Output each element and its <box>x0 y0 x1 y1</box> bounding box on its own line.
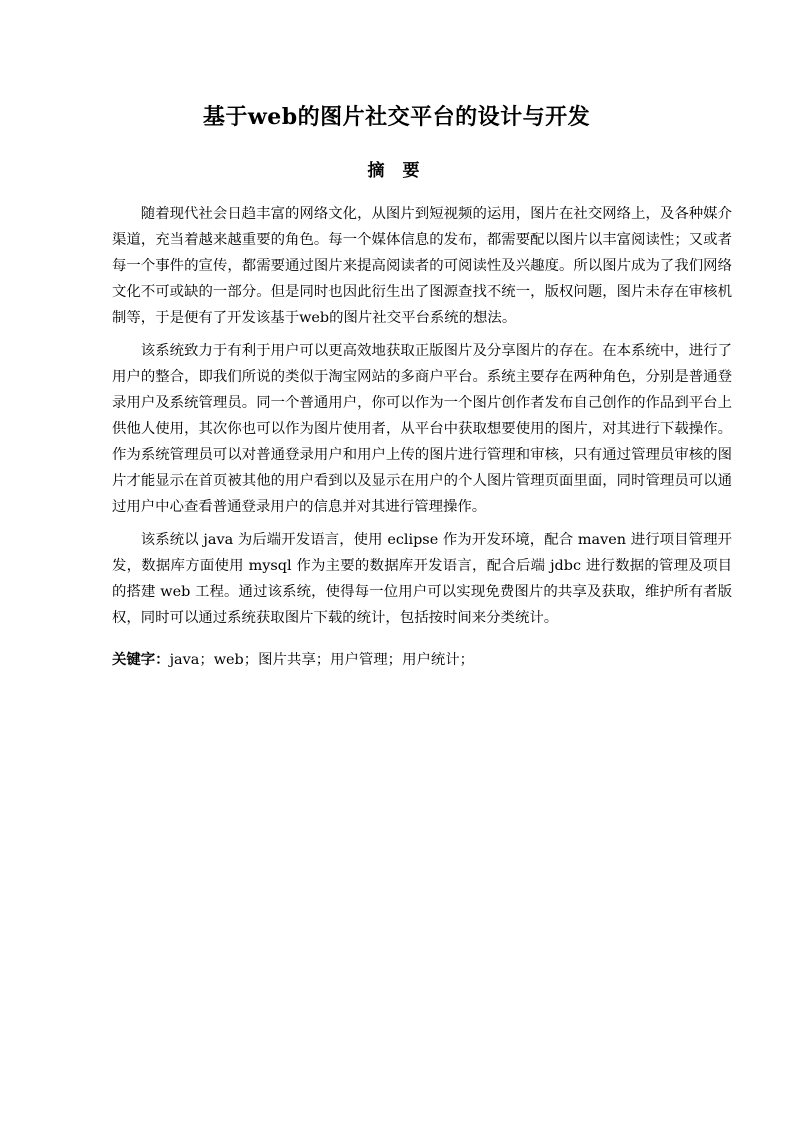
abstract-paragraph-2: 该系统致力于有利于用户可以更高效地获取正版图片及分享图片的存在。在本系统中，进行了用户的整合，即我们所说的类似于淘宝网站的多商户平台。系统主要存在两种角色，分别是普通登录用户及系统管理员。同一个普通用户，你可以作为一个图片创作者发布自己创作的作品到平台上供他人使用，其次你也可以作为图片使用者，从平台中获取想要使用的图片，对其进行下载操作。作为系统管理员可以对普通登录用户和用户上传的图片进行管理和审核，只有通过管理员审核的图片才能显示在首页被其他的用户看到以及显示在用户的个人图片管理页面里面，同时管理员可以通过用户中心查看普通登录用户的信息并对其进行管理操作。 <box>112 343 732 515</box>
abstract-heading: 摘 要 <box>367 161 426 181</box>
keywords-label: 关键字： <box>112 651 170 668</box>
keywords-line <box>112 647 732 673</box>
abstract-paragraph-3: 该系统以 java 为后端开发语言，使用 eclipse 作为开发环境，配合 maven 进行项目管理开发，数据库方面使用 mysql 作为主要的数据库开发语言，配合后端 jdbc 进行数据的管理及项目的搭建 web 工程。通过该系统，使得每一位用户可以实现免费图片的共享及获取，维护所有者版权，同时可以通过系统获取图片下载的统计，包括按时间来分类统计。 <box>112 532 732 626</box>
paper-title: 基于web的图片社交平台的设计与开发 <box>202 104 591 130</box>
keywords-text: java；web；图片共享；用户管理；用户统计； <box>169 652 475 668</box>
abstract-paragraph-1: 随着现代社会日趋丰富的网络文化，从图片到短视频的运用，图片在社交网络上，及各种媒介渠道，充当着越来越重要的角色。每一个媒体信息的发布，都需要配以图片以丰富阅读性；又或者每一个事件的宣传，都需要通过图片来提高阅读者的可阅读性及兴趣度。所以图片成为了我们网络文化不可或缺的一部分。但是同时也因此衍生出了图源查找不统一，版权问题，图片未存在审核机制等，于是便有了开发该基于web的图片社交平台系统的想法。 <box>112 206 732 326</box>
abstract-body <box>112 201 732 673</box>
